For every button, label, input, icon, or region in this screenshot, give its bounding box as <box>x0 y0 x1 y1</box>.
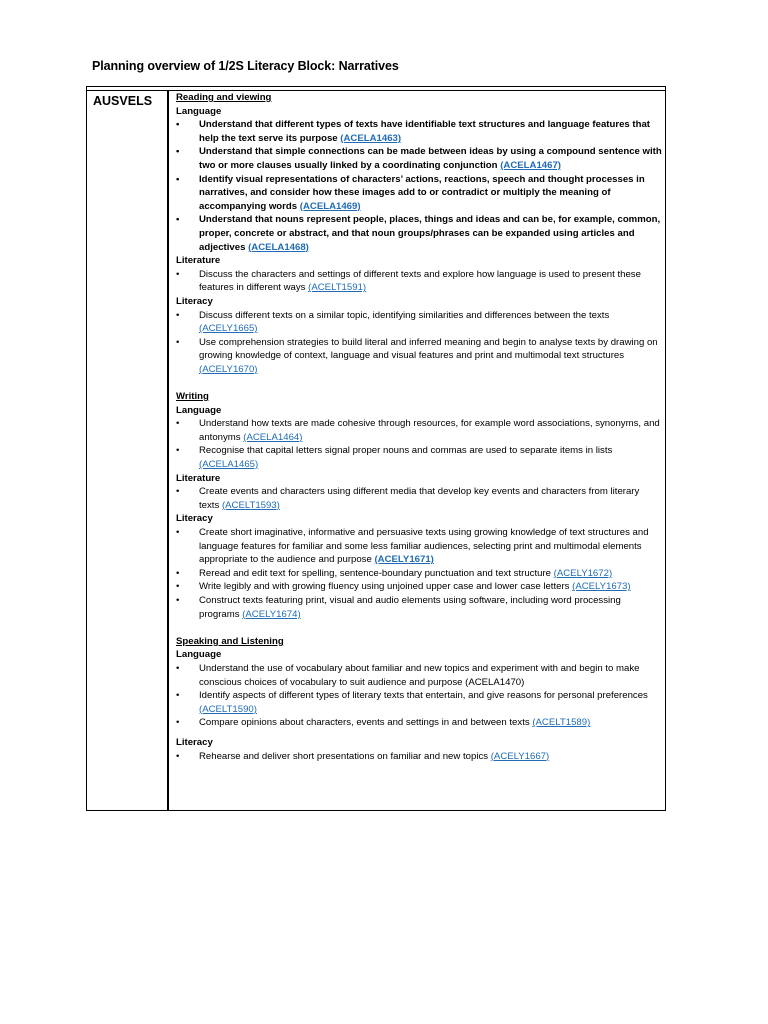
list-item <box>176 662 662 689</box>
curriculum-code-link[interactable]: (ACELY1674) <box>242 608 301 620</box>
list-item <box>176 485 662 512</box>
section-heading-speaking: Speaking and Listening <box>176 635 284 647</box>
outcome-text: Construct texts featuring print, visual and audio elements using software, including word processing programs <box>199 594 621 620</box>
bullet-icon: • <box>176 690 180 702</box>
list-item <box>176 417 662 444</box>
curriculum-code-link[interactable]: (ACELY1672) <box>553 567 613 579</box>
curriculum-code-link[interactable]: (ACELA1467) <box>500 159 561 171</box>
section-heading-writing: Writing <box>176 391 209 403</box>
page-title: Planning overview of 1/2S Literacy Block: Narratives <box>92 59 399 73</box>
list-item <box>176 336 662 377</box>
curriculum-code-link[interactable]: (ACELA1464) <box>243 431 303 443</box>
outcome-text: Create short imaginative, informative and persuasive texts using growing knowledge of text structures and language features for familiar and some less familiar audiences, selecting print and multimodal elements appropriate to the audience and purpose <box>199 527 649 566</box>
bullet-icon: • <box>176 146 180 158</box>
list-item <box>176 716 662 730</box>
outcome-text: Compare opinions about characters, events and settings in and between texts <box>199 717 533 729</box>
list-item <box>176 173 662 214</box>
outcome-text: Discuss the characters and settings of different texts and explore how language is used to present these features in different ways <box>199 268 641 294</box>
list-item <box>176 268 662 295</box>
subheading-literacy: Literacy <box>176 513 213 525</box>
list-item <box>176 444 662 471</box>
subheading-literature: Literature <box>176 255 221 267</box>
bullet-icon: • <box>176 418 180 430</box>
curriculum-code-link[interactable]: (ACELY1671) <box>374 554 434 566</box>
bullet-icon: • <box>176 717 180 729</box>
list-item <box>176 750 662 764</box>
bullet-icon: • <box>176 309 180 321</box>
list-item <box>176 309 662 336</box>
list-item <box>176 213 662 254</box>
list-item <box>176 145 662 172</box>
outcome-text: Identify aspects of different types of literary texts that entertain, and give reasons for personal preferences <box>199 690 648 702</box>
row-label: AUSVELS <box>93 94 153 108</box>
curriculum-code-link[interactable]: (ACELT1591) <box>308 282 367 294</box>
outcome-text: Rehearse and deliver short presentations on familiar and new topics <box>199 750 491 762</box>
subheading-literacy: Literacy <box>176 295 213 307</box>
outcome-text: Understand that nouns represent people, places, things and ideas and can be, for example, common, proper, concrete or abstract, and that noun groups/phrases can be expanded using articles and adjectives <box>199 214 661 253</box>
outcome-text: Discuss different texts on a similar topic, identifying similarities and differences between the texts <box>199 309 610 321</box>
outcome-text: Write legibly and with growing fluency using unjoined upper case and lower case letters <box>199 581 573 593</box>
bullet-icon: • <box>176 486 180 498</box>
list-item <box>176 689 662 716</box>
curriculum-code-link[interactable]: (ACELY1670) <box>199 363 258 375</box>
bullet-icon: • <box>176 567 180 579</box>
curriculum-code-link[interactable]: (ACELT1593) <box>221 499 280 511</box>
content-cell <box>176 91 662 763</box>
subheading-language: Language <box>176 404 222 416</box>
outcome-text: Identify visual representations of characters’ actions, reactions, speech and thought processes in narratives, and consider how these images add to or contradict or multiply the meaning of accompanying words <box>199 173 645 212</box>
curriculum-code-link[interactable]: (ACELY1665) <box>199 323 258 335</box>
outcome-text: Create events and characters using different media that develop key events and characters from literary texts <box>199 486 640 511</box>
bullet-icon: • <box>176 527 180 538</box>
subheading-literacy: Literacy <box>176 736 213 748</box>
list-item <box>176 526 662 567</box>
list-item <box>176 567 662 581</box>
list-item <box>176 594 662 621</box>
outcome-text: Understand that different types of texts have identifiable text structures and language features that help the text serve its purpose <box>199 119 650 144</box>
outcome-text: Recognise that capital letters signal proper nouns and commas are used to separate items in lists <box>199 445 613 457</box>
curriculum-code-link[interactable]: (ACELA1469) <box>299 200 361 212</box>
curriculum-code-link[interactable]: (ACELA1468) <box>248 241 309 253</box>
curriculum-code-link[interactable]: (ACELT1589) <box>532 717 591 729</box>
column-divider <box>167 90 169 810</box>
bullet-icon: • <box>176 336 180 348</box>
list-item <box>176 580 662 594</box>
bullet-icon: • <box>176 662 180 674</box>
outcome-text: Reread and edit text for spelling, sentence-boundary punctuation and text structure <box>199 567 554 579</box>
outcome-text: Understand the use of vocabulary about familiar and new topics and experiment with and begin to make conscious choices of vocabulary to suit audience and purpose <box>199 662 640 688</box>
outcome-text: Use comprehension strategies to build literal and inferred meaning and begin to analyse texts by drawing on growing knowledge of context, language and visual features and print and multimodal text structures <box>199 336 658 362</box>
curriculum-code: (ACELA1470) <box>465 676 525 688</box>
outcome-text: Understand how texts are made cohesive through resources, for example word associations, synonyms, and antonyms <box>199 418 660 443</box>
planning-table <box>86 86 666 811</box>
bullet-icon: • <box>176 119 180 131</box>
curriculum-code-link[interactable]: (ACELA1465) <box>199 459 259 471</box>
bullet-icon: • <box>176 750 180 762</box>
curriculum-code-link[interactable]: (ACELY1667) <box>490 750 550 762</box>
outcome-text: Understand that simple connections can be made between ideas by using a compound sentence with two or more clauses usually linked by a coordinating conjunction <box>199 146 662 171</box>
curriculum-code-link[interactable]: (ACELA1463) <box>340 132 402 144</box>
curriculum-code-link[interactable]: (ACELT1590) <box>199 703 257 715</box>
subheading-language: Language <box>176 105 222 117</box>
bullet-icon: • <box>176 594 180 606</box>
bullet-icon: • <box>176 214 180 226</box>
subheading-language: Language <box>176 649 222 661</box>
bullet-icon: • <box>176 581 180 593</box>
list-item <box>176 118 662 145</box>
curriculum-code-link[interactable]: (ACELY1673) <box>572 581 631 593</box>
bullet-icon: • <box>176 268 180 280</box>
section-heading-reading: Reading and viewing <box>176 92 272 103</box>
subheading-literature: Literature <box>176 472 221 484</box>
bullet-icon: • <box>176 445 180 457</box>
bullet-icon: • <box>176 173 180 185</box>
